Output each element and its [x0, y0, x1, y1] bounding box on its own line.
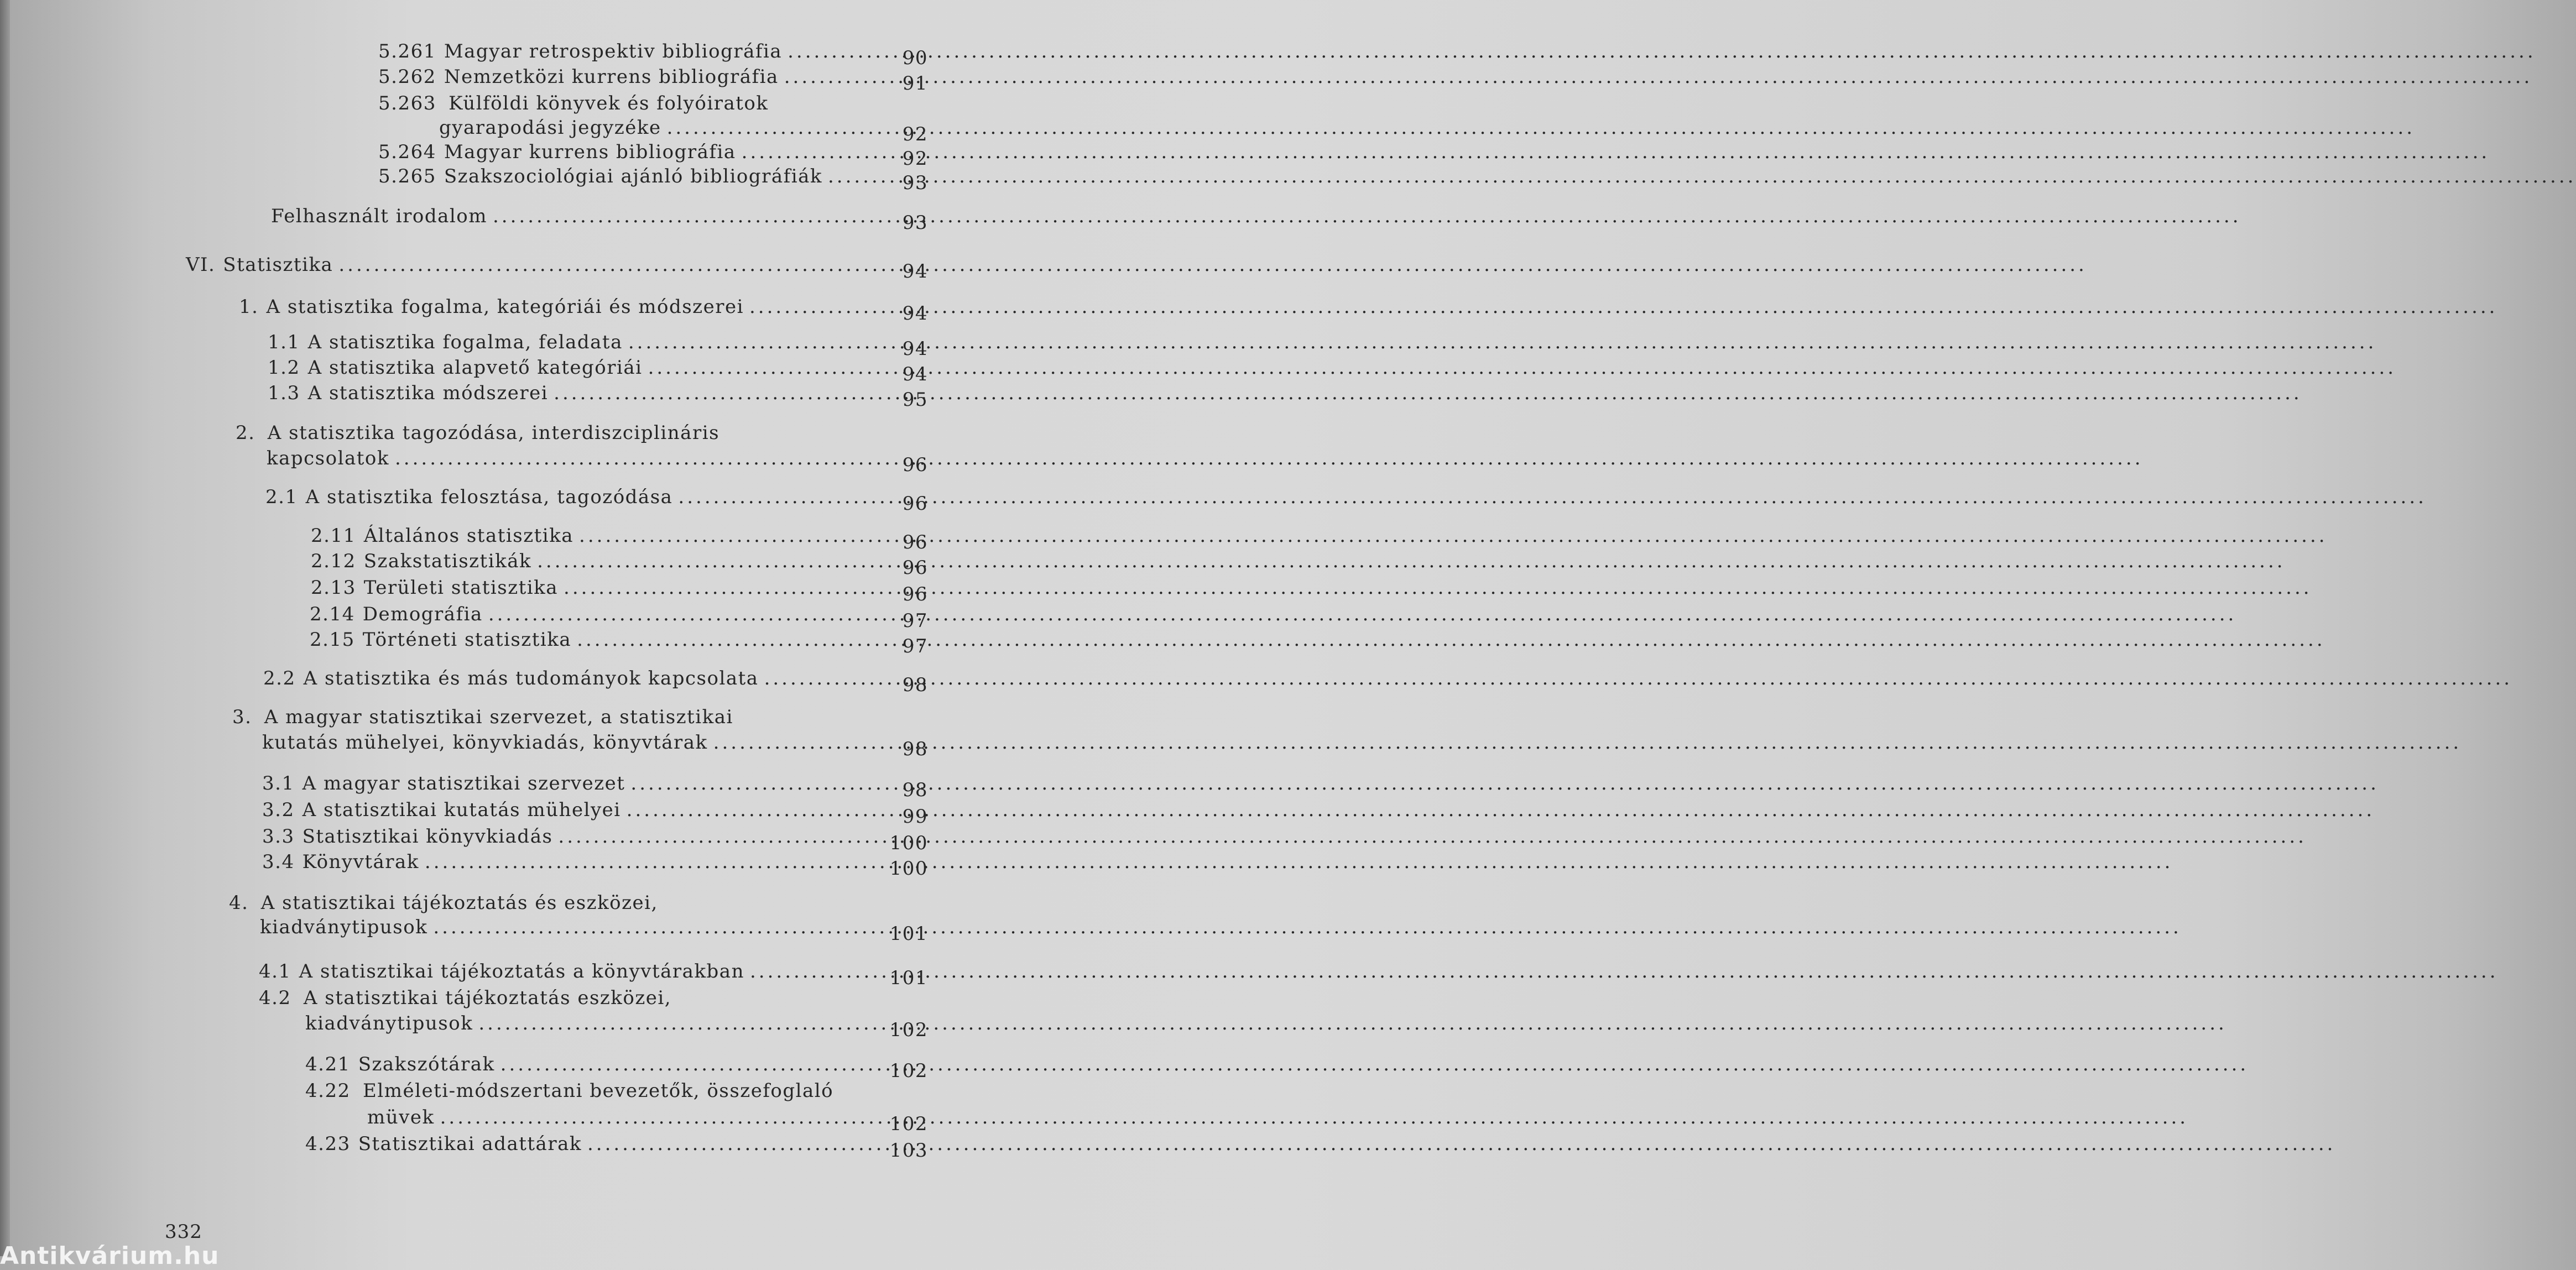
- toc-entry-page: 94: [902, 302, 928, 325]
- leader-dots: [478, 1014, 2227, 1033]
- toc-entry-1-3: [268, 382, 928, 411]
- leader-dots: [678, 488, 2427, 506]
- leader-dots: [750, 962, 2499, 981]
- toc-entry-title-continued: kutatás mühelyei, könyvkiadás, könyvtárak: [262, 731, 708, 754]
- toc-entry-title: Területi statisztika: [363, 577, 559, 599]
- toc-entry-page: 102: [889, 1060, 928, 1082]
- toc-entry-number: 1.3: [268, 382, 300, 404]
- leader-dots: [713, 733, 2462, 752]
- toc-entry-5-263: [439, 117, 928, 145]
- toc-entry-page: 92: [902, 148, 928, 170]
- toc-entry-page: 91: [902, 72, 928, 95]
- toc-entry-title: A magyar statisztikai szervezet: [302, 772, 625, 795]
- toc-entry-page: 100: [889, 832, 928, 854]
- toc-entry-page: 96: [902, 531, 928, 553]
- toc-entry-page: 96: [902, 454, 928, 476]
- leader-dots: [742, 143, 2490, 161]
- toc-entry-page: 103: [889, 1140, 928, 1162]
- leader-dots: [488, 605, 2237, 624]
- toc-entry-title-continued: müvek: [367, 1106, 435, 1128]
- toc-entry-number: 2.12: [311, 550, 356, 572]
- toc-entry-title: A statisztikai tájékoztatás a könyvtárakban: [299, 960, 744, 982]
- toc-entry-title-continued: kiadványtipusok: [260, 916, 428, 938]
- toc-entry-5-265: [378, 165, 928, 194]
- toc-entry-number: 3.1: [262, 772, 295, 795]
- toc-entry-4-2-line1: [259, 989, 671, 1007]
- toc-entry-number: 5.264: [378, 141, 436, 163]
- toc-entry-5-262: [378, 66, 928, 95]
- toc-entry-2-1: [265, 486, 928, 515]
- toc-entry-3-4: [262, 851, 928, 880]
- leader-dots: [579, 526, 2328, 545]
- leader-dots: [788, 42, 2536, 61]
- toc-entry-number: 4.23: [305, 1133, 351, 1155]
- toc-entry-3-2: [262, 799, 928, 828]
- leader-dots: [537, 552, 2286, 571]
- book-spine-shadow: [0, 0, 10, 1256]
- toc-entry-title-continued: kiadványtipusok: [305, 1012, 473, 1034]
- toc-entry-number: 5.262: [378, 66, 436, 88]
- toc-entry-title: Külföldi könyvek és folyóiratok: [449, 92, 769, 114]
- toc-section-2: [267, 447, 928, 476]
- toc-entry-page: 101: [889, 923, 928, 945]
- toc-entry-title: Statisztikai adattárak: [358, 1133, 582, 1155]
- toc-entry-number: 4.22: [305, 1080, 351, 1102]
- toc-entry-title: A statisztika tagozódása, interdiszciplináris: [267, 422, 720, 444]
- toc-entry-page: 97: [902, 635, 928, 657]
- toc-entry-page: 100: [889, 858, 928, 880]
- toc-entry-felhasznalt-irodalom: [271, 205, 928, 234]
- toc-entry-title: Elméleti-módszertani bevezetők, összefoglaló: [363, 1080, 834, 1102]
- toc-entry-number: 4.: [229, 892, 249, 914]
- toc-entry-title-continued: gyarapodási jegyzéke: [439, 117, 661, 139]
- page-number: 332: [165, 1221, 202, 1243]
- toc-entry-4-22-line1: [305, 1081, 833, 1100]
- leader-dots: [500, 1055, 2249, 1074]
- leader-dots: [440, 1108, 2189, 1127]
- toc-section-3: [262, 731, 928, 760]
- leader-dots: [749, 297, 2498, 316]
- toc-chapter-vi: [186, 254, 928, 283]
- toc-entry-2-11: [311, 525, 928, 553]
- toc-entry-title: Magyar kurrens bibliográfia: [444, 141, 736, 163]
- toc-entry-page: 97: [902, 610, 928, 632]
- toc-entry-number: 3.3: [262, 825, 295, 848]
- toc-entry-number: 2.14: [310, 603, 355, 625]
- toc-entry-page: 95: [902, 389, 928, 411]
- toc-entry-5-261: [378, 40, 928, 69]
- toc-entry-number: 1.2: [268, 357, 300, 379]
- toc-section-2-line1: [236, 424, 719, 442]
- leader-dots: [577, 630, 2325, 649]
- toc-entry-page: 90: [902, 47, 928, 69]
- toc-entry-page: 94: [902, 338, 928, 360]
- toc-entry-page: 93: [902, 212, 928, 234]
- toc-entry-page: 99: [902, 806, 928, 828]
- leader-dots: [828, 167, 2576, 186]
- toc-section-1: [239, 296, 928, 325]
- toc-section-4: [260, 916, 928, 945]
- toc-entry-title: Történeti statisztika: [362, 629, 572, 651]
- toc-entry-title: Nemzetközi kurrens bibliográfia: [444, 66, 779, 88]
- toc-entry-title: A statisztikai kutatás mühelyei: [302, 799, 621, 821]
- toc-entry-2-15: [310, 629, 928, 657]
- toc-entry-page: 98: [902, 779, 928, 801]
- toc-entry-page: 94: [902, 363, 928, 385]
- toc-entry-number: 2.15: [310, 629, 355, 651]
- toc-chapter-number: VI.: [186, 254, 216, 276]
- toc-entry-page: 102: [889, 1019, 928, 1041]
- toc-entry-4-23: [305, 1133, 928, 1162]
- toc-entry-title: A statisztikai tájékoztatás és eszközei,: [260, 892, 658, 914]
- toc-entry-title: Statisztikai könyvkiadás: [302, 825, 553, 848]
- toc-entry-1-2: [268, 357, 928, 385]
- leader-dots: [493, 207, 2241, 226]
- toc-entry-2-13: [311, 577, 928, 605]
- toc-section-3-line1: [232, 708, 733, 727]
- toc-entry-4-1: [259, 960, 928, 989]
- toc-entry-page: 98: [902, 674, 928, 696]
- toc-entry-number: 4.21: [305, 1053, 351, 1075]
- toc-entry-page: 102: [889, 1113, 928, 1135]
- toc-entry-5-264: [378, 141, 928, 170]
- toc-entry-2-14: [310, 603, 928, 632]
- leader-dots: [784, 67, 2533, 86]
- toc-entry-title: Szakszótárak: [358, 1053, 495, 1075]
- toc-entry-3-1: [262, 772, 928, 801]
- toc-entry-number: 3.: [232, 706, 252, 728]
- toc-entry-number: 4.2: [259, 987, 291, 1009]
- leader-dots: [395, 449, 2144, 468]
- leader-dots: [667, 118, 2416, 137]
- toc-section-4-line1: [229, 893, 658, 912]
- toc-entry-title: Szakszociológiai ajánló bibliográfiák: [444, 165, 822, 187]
- leader-dots: [433, 918, 2182, 937]
- toc-entry-page: 96: [902, 557, 928, 579]
- toc-entry-number: 1.: [239, 296, 259, 318]
- toc-entry-title: Könyvtárak: [302, 851, 419, 873]
- toc-entry-title: A statisztika fogalma, kategóriái és módszerei: [266, 296, 744, 318]
- toc-entry-title: A statisztika felosztása, tagozódása: [305, 486, 673, 508]
- leader-dots: [425, 853, 2173, 871]
- toc-entry-5-263-line1: [378, 94, 769, 113]
- toc-entry-2-2: [263, 667, 928, 696]
- leader-dots: [587, 1135, 2336, 1153]
- toc-entry-page: 101: [889, 967, 928, 989]
- toc-entry-3-3: [262, 825, 928, 854]
- toc-entry-page: 96: [902, 583, 928, 605]
- toc-entry-title: Demográfia: [362, 603, 483, 625]
- toc-entry-page: 94: [902, 260, 928, 283]
- toc-entry-number: 2.13: [311, 577, 356, 599]
- toc-entry-title: A statisztika fogalma, feladata: [307, 331, 623, 353]
- toc-entry-number: 2.11: [311, 525, 356, 547]
- toc-entry-title: A statisztika módszerei: [307, 382, 549, 404]
- toc-entry-title: Felhasznált irodalom: [271, 205, 487, 227]
- toc-entry-title: Általános statisztika: [363, 525, 574, 547]
- leader-dots: [564, 578, 2312, 597]
- toc-entry-2-12: [311, 550, 928, 579]
- leader-dots: [554, 384, 2302, 403]
- toc-entry-number: 1.1: [268, 331, 300, 353]
- toc-entry-title: A statisztika és más tudományok kapcsolata: [303, 667, 759, 689]
- leader-dots: [338, 255, 2087, 274]
- toc-entry-title: A magyar statisztikai szervezet, a statisztikai: [264, 706, 733, 728]
- toc-entry-number: 5.263: [378, 92, 436, 114]
- toc-entry-number: 2.1: [265, 486, 298, 508]
- leader-dots: [558, 827, 2307, 846]
- toc-entry-page: 93: [902, 172, 928, 194]
- toc-entry-title: Magyar retrospektiv bibliográfia: [444, 40, 783, 62]
- toc-entry-1-1: [268, 331, 928, 360]
- toc-entry-number: 2.: [236, 422, 255, 444]
- toc-entry-title: Szakstatisztikák: [363, 550, 532, 572]
- toc-entry-page: 96: [902, 493, 928, 515]
- toc-entry-page: 98: [902, 738, 928, 760]
- toc-entry-number: 4.1: [259, 960, 291, 982]
- leader-dots: [764, 669, 2513, 688]
- toc-entry-4-22: [367, 1106, 928, 1135]
- toc-entry-4-2: [305, 1012, 928, 1041]
- toc-entry-4-21: [305, 1053, 928, 1082]
- toc-entry-title-continued: kapcsolatok: [267, 447, 389, 469]
- toc-entry-page: 92: [902, 123, 928, 145]
- toc-entry-title: A statisztika alapvető kategóriái: [307, 357, 643, 379]
- toc-entry-title: A statisztikai tájékoztatás eszközei,: [303, 987, 672, 1009]
- toc-entry-number: 2.2: [263, 667, 296, 689]
- toc-chapter-title: Statisztika: [223, 254, 333, 276]
- toc-entry-number: 3.4: [262, 851, 295, 873]
- toc-entry-number: 3.2: [262, 799, 295, 821]
- toc-entry-number: 5.261: [378, 40, 436, 62]
- toc-entry-number: 5.265: [378, 165, 436, 187]
- watermark-logo: Antikvárium.hu: [0, 1242, 220, 1270]
